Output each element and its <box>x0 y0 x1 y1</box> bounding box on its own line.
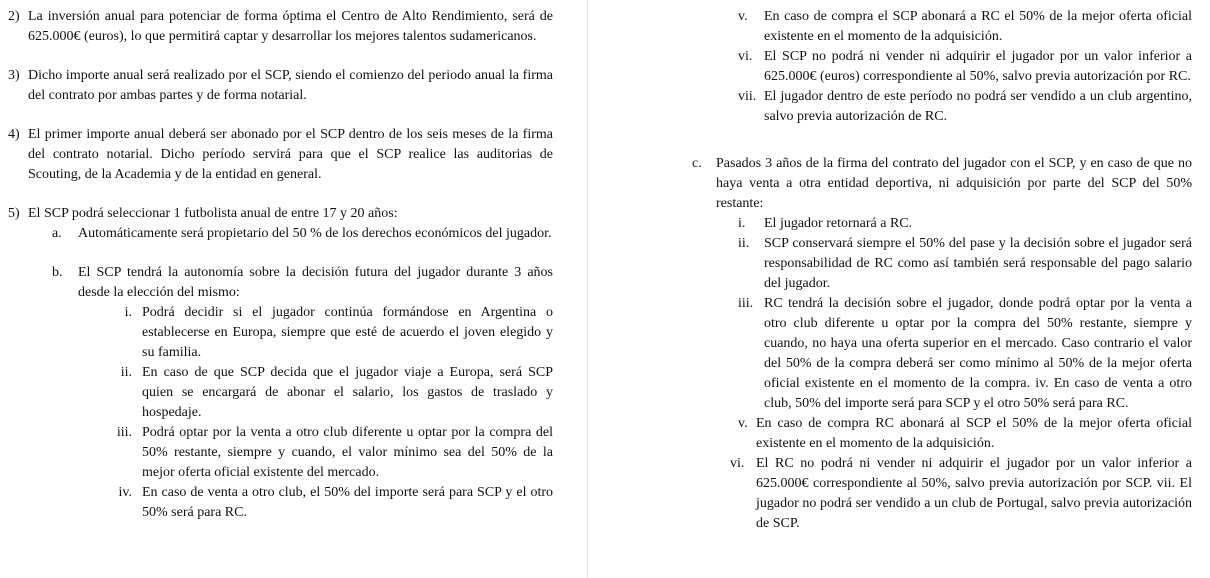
clause-text: El SCP tendrá la autonomía sobre la decisión futura del jugador durante 3 años desde la elección del mismo: <box>78 265 553 300</box>
clause-text: Podrá optar por la venta a otro club diferente u optar por la compra del 50% restante, siempre y cuando, el valor mínimo sea del 50% de la mejor oferta oficial existente del mercado. <box>142 425 553 480</box>
clause-text: En caso de compra RC abonará al SCP el 50% de la mejor oferta oficial existente en el momento de la adquisición. <box>756 416 1192 451</box>
clause-number: a. <box>52 226 62 241</box>
clause-5a <box>52 224 553 244</box>
clause-text: Automáticamente será propietario del 50 % de los derechos económicos del jugador. <box>78 226 552 241</box>
clause-number: c. <box>692 156 702 171</box>
spacer <box>692 127 1192 154</box>
clause-5b-vi <box>722 47 1192 87</box>
clause-5c-vi <box>722 454 1192 534</box>
clause-number: 5) <box>8 206 20 221</box>
clause-text: RC tendrá la decisión sobre el jugador, donde podrá optar por la venta a otro club diferente u optar por la compra del 50% restante, siempre y cuando, no haya una oferta superior en el mercado. Caso contrario el valor del 50% de la compra deberá ser como mínimo al 50% de la mejor oferta oficial existente en el momento de la compra. iv. En caso de venta a otro club, 50% del importe será para SCP y el otro 50% será para RC. <box>764 296 1192 411</box>
clause-text: En caso de venta a otro club, el 50% del importe será para SCP y el otro 50% será para RC. <box>142 485 553 520</box>
clause-text: El SCP podrá seleccionar 1 futbolista anual de entre 17 y 20 años: <box>28 206 398 221</box>
clause-text: Dicho importe anual será realizado por el SCP, siendo el comienzo del periodo anual la firma del contrato por ambas partes y de forma notarial. <box>28 68 553 103</box>
clause-number: vii. <box>738 89 757 104</box>
clause-text: SCP conservará siempre el 50% del pase y la decisión sobre el jugador será responsabilidad de RC como así también será responsable del pago salario del jugador. <box>764 236 1192 291</box>
clause-number: v. <box>738 416 748 431</box>
clause-text: El jugador dentro de este período no podrá ser vendido a un club argentino, salvo previa autorización de RC. <box>764 89 1192 124</box>
clause-5c-v <box>722 414 1192 454</box>
clause-5b <box>52 263 553 303</box>
clause-5b-vii <box>722 87 1192 127</box>
clause-number: 4) <box>8 127 20 142</box>
spacer <box>8 185 553 204</box>
clause-number: iii. <box>738 296 754 311</box>
column-divider <box>587 0 588 578</box>
clause-number: ii. <box>120 365 132 380</box>
clause-text: Podrá decidir si el jugador continúa formándose en Argentina o establecerse en Europa, siempre que esté de acuerdo el joven elegido y su familia. <box>142 305 553 360</box>
clause-5c-i <box>722 214 1192 234</box>
clause-5b-v <box>722 7 1192 47</box>
clause-text: En caso de compra el SCP abonará a RC el 50% de la mejor oferta oficial existente en el momento de la adquisición. <box>764 9 1192 44</box>
clause-number: i. <box>124 305 132 320</box>
clause-5b-i <box>94 303 553 363</box>
clause-text: El SCP no podrá ni vender ni adquirir el jugador por un valor inferior a 625.000€ (euros) correspondiente al 50%, salvo previa autorización por RC. <box>764 49 1192 84</box>
clause-number: iii. <box>116 425 132 440</box>
clause-text: La inversión anual para potenciar de forma óptima el Centro de Alto Rendimiento, será de 625.000€ (euros), lo que permitirá captar y desarrollar los mejores talentos sudamericanos. <box>28 9 553 44</box>
clause-4 <box>8 125 553 185</box>
clause-5b-iii <box>94 423 553 483</box>
clause-text: El primer importe anual deberá ser abonado por el SCP dentro de los seis meses de la firma del contrato notarial. Dicho período servirá para que el SCP realice las auditorias de Scouting, de la Academia y de la entidad en general. <box>28 127 553 182</box>
clause-number: v. <box>738 9 748 24</box>
clause-5 <box>8 204 553 224</box>
clause-5b-iv <box>94 483 553 523</box>
clause-number: ii. <box>738 236 750 251</box>
spacer <box>8 244 553 263</box>
clause-number: i. <box>738 216 746 231</box>
left-column <box>8 7 553 523</box>
clause-text: El RC no podrá ni vender ni adquirir el jugador por un valor inferior a 625.000€ correspondiente al 50%, salvo previa autorización por SCP. vii. El jugador no podrá ser vendido a un club de Portugal, salvo previa autorización de SCP. <box>756 456 1192 531</box>
right-column <box>692 7 1192 534</box>
clause-text: Pasados 3 años de la firma del contrato del jugador con el SCP, y en caso de que no haya venta a otra entidad deportiva, ni adquisición por parte del SCP del 50% restante: <box>716 156 1192 211</box>
clause-number: b. <box>52 265 63 280</box>
clause-number: iv. <box>118 485 132 500</box>
clause-5b-ii <box>94 363 553 423</box>
clause-5c <box>692 154 1192 214</box>
spacer <box>8 47 553 66</box>
clause-text: El jugador retornará a RC. <box>764 216 913 231</box>
clause-5c-ii <box>722 234 1192 294</box>
clause-2 <box>8 7 553 47</box>
spacer <box>8 106 553 125</box>
clause-5c-iii <box>722 294 1192 414</box>
clause-number: 3) <box>8 68 20 83</box>
clause-number: vi. <box>730 456 745 471</box>
clause-3 <box>8 66 553 106</box>
clause-text: En caso de que SCP decida que el jugador viaje a Europa, será SCP quien se encargará de abonar el salario, los gastos de traslado y hospedaje. <box>142 365 553 420</box>
clause-number: 2) <box>8 9 20 24</box>
clause-number: vi. <box>738 49 753 64</box>
